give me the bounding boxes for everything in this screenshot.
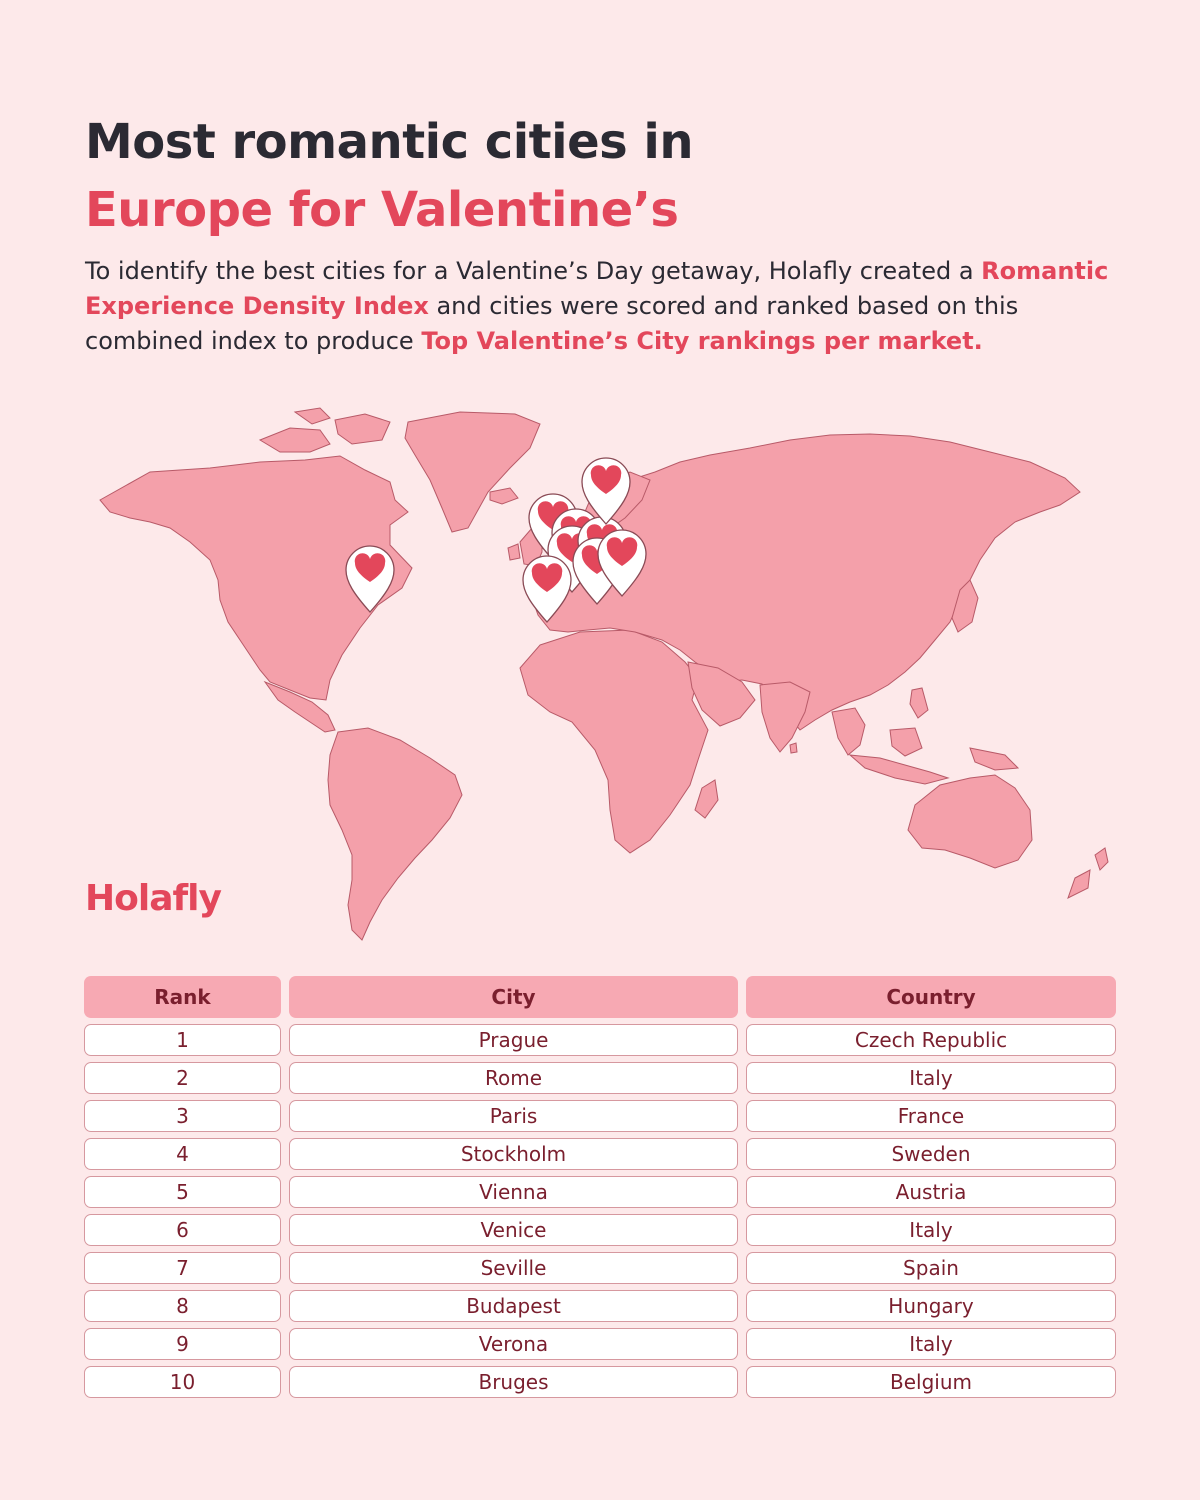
new-zealand-south-shape	[1068, 870, 1090, 898]
ranking-table	[84, 976, 1116, 1404]
table-row	[84, 1100, 1116, 1132]
rank-cell: 1	[84, 1024, 281, 1056]
intro-highlight-2: Top Valentine’s City rankings per market.	[421, 327, 983, 355]
south-america-shape	[328, 728, 462, 940]
new-zealand-shape	[1095, 848, 1108, 870]
country-cell: Hungary	[746, 1290, 1116, 1322]
title-line-1: Most romantic cities in	[85, 114, 694, 170]
page-title	[85, 108, 693, 244]
city-cell: Rome	[289, 1062, 738, 1094]
table-row	[84, 1024, 1116, 1056]
indonesia-shape	[850, 755, 948, 784]
country-cell: Italy	[746, 1214, 1116, 1246]
iceland-shape	[490, 488, 518, 504]
country-cell: Spain	[746, 1252, 1116, 1284]
world-map	[90, 400, 1120, 945]
city-cell: Verona	[289, 1328, 738, 1360]
new-guinea-shape	[970, 748, 1018, 770]
africa-shape	[520, 630, 708, 853]
city-cell: Seville	[289, 1252, 738, 1284]
country-cell: Italy	[746, 1062, 1116, 1094]
country-cell: Italy	[746, 1328, 1116, 1360]
holafly-logo: Holafly	[85, 878, 221, 919]
arctic-island-3-shape	[295, 408, 330, 424]
country-cell: Austria	[746, 1176, 1116, 1208]
header-city: City	[289, 976, 738, 1018]
city-cell: Budapest	[289, 1290, 738, 1322]
intro-highlight-1: Romantic Experience Density Index	[85, 257, 1109, 320]
rank-cell: 10	[84, 1366, 281, 1398]
sri-lanka-shape	[790, 743, 797, 753]
city-cell: Paris	[289, 1100, 738, 1132]
table-row	[84, 1252, 1116, 1284]
rank-cell: 4	[84, 1138, 281, 1170]
table-row	[84, 1214, 1116, 1246]
intro-part-2: and cities were scored and ranked based on this combined index to produce	[85, 292, 1019, 355]
rank-cell: 6	[84, 1214, 281, 1246]
table-row	[84, 1290, 1116, 1322]
table-header-row	[84, 976, 1116, 1018]
country-cell: Belgium	[746, 1366, 1116, 1398]
table-row	[84, 1062, 1116, 1094]
country-cell: Sweden	[746, 1138, 1116, 1170]
arctic-islands-shape	[260, 428, 330, 452]
city-cell: Bruges	[289, 1366, 738, 1398]
rank-cell: 9	[84, 1328, 281, 1360]
intro-text	[85, 254, 1125, 359]
city-cell: Vienna	[289, 1176, 738, 1208]
city-cell: Venice	[289, 1214, 738, 1246]
madagascar-shape	[695, 780, 718, 818]
southeast-asia-shape	[832, 708, 865, 755]
header-rank: Rank	[84, 976, 281, 1018]
rank-cell: 8	[84, 1290, 281, 1322]
greenland-shape	[405, 412, 540, 532]
table-row	[84, 1328, 1116, 1360]
rank-cell: 5	[84, 1176, 281, 1208]
title-line-2: Europe for Valentine’s	[85, 182, 679, 238]
city-cell: Stockholm	[289, 1138, 738, 1170]
table-row	[84, 1176, 1116, 1208]
arctic-island-2-shape	[335, 414, 390, 444]
intro-part-1: To identify the best cities for a Valentine’s Day getaway, Holafly created a	[85, 257, 982, 285]
table-row	[84, 1366, 1116, 1398]
country-cell: Czech Republic	[746, 1024, 1116, 1056]
philippines-shape	[910, 688, 928, 718]
rank-cell: 7	[84, 1252, 281, 1284]
country-cell: France	[746, 1100, 1116, 1132]
table-row	[84, 1138, 1116, 1170]
city-cell: Prague	[289, 1024, 738, 1056]
rank-cell: 2	[84, 1062, 281, 1094]
rank-cell: 3	[84, 1100, 281, 1132]
india-shape	[760, 682, 810, 752]
ireland-shape	[508, 544, 520, 560]
header-country: Country	[746, 976, 1116, 1018]
borneo-shape	[890, 728, 922, 756]
australia-shape	[908, 775, 1032, 868]
